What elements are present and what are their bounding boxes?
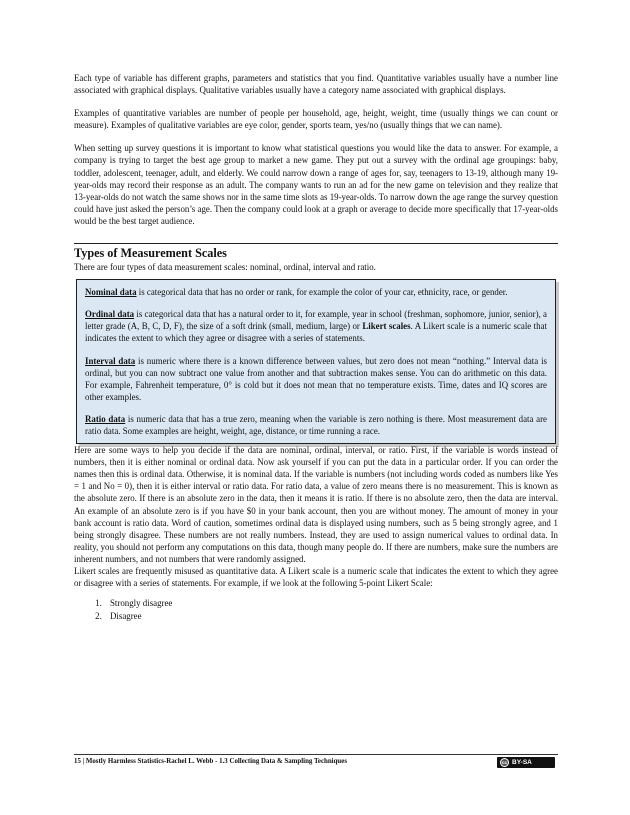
- definition-ordinal-text-2: . A Likert scale is a numeric scale that indicates the extent to which they agree or disagree with a series of statements.: [85, 321, 547, 344]
- license-label: BY-SA: [512, 759, 532, 766]
- definition-interval: [85, 355, 547, 403]
- definition-nominal: [85, 286, 547, 298]
- paragraph-variable-types: Each type of variable has different graphs, parameters and statistics that you find. Quantitative variables usually have a number line associated with graphical displays. Qualitative variables usually have a category name associated with graphical displays.: [74, 73, 558, 96]
- term-likert-scales: Likert scales: [362, 321, 411, 332]
- list-item: 1. Strongly disagree: [104, 597, 558, 610]
- license-badge[interactable]: [497, 757, 555, 768]
- section-divider: [74, 243, 558, 244]
- section-title: Types of Measurement Scales: [74, 246, 227, 261]
- term-ordinal: Ordinal data: [85, 309, 135, 320]
- creative-commons-icon: cc: [500, 758, 509, 767]
- definition-ordinal: [85, 308, 547, 344]
- page-footer: 15 | Mostly Harmless Statistics-Rachel L. Webb - 1.3 Collecting Data & Sampling Techniques: [74, 758, 348, 765]
- definition-interval-text: is numeric where there is a known difference between values, but zero does not mean “nothing.” Interval data is ordinal, but you can now subtract one value from another and that subtraction makes sense. You can do arithmetic on this data. For example, Fahrenheit temperature, 0° is cold but it does not mean that no temperature exists. Time, dates and IQ scores are other examples.: [85, 355, 547, 402]
- definition-ordinal-text-1: is categorical data that has a natural order to it, for example, year in school (freshman, sophomore, junior, senior), a letter grade (A, B, C, D, F), the size of a soft drink (small, medium, large) or: [85, 309, 547, 332]
- paragraph-deciding-scale: Here are some ways to help you decide if the data are nominal, ordinal, interval, or ratio. First, if the variable is words instead of numbers, then it is either nominal or ordinal data. Now ask yourself if you can put the data in a particular order. If you can order the names then this is ordinal data. Otherwise, it is nominal data. If the variable is numbers (not including words coded as numbers like Yes = 1 and No = 0), then it is either interval or ratio data. For ratio data, a value of zero means there is no measurement. This is known as the absolute zero. If there is an absolute zero in the data, then it means it is ratio. If there is no absolute zero, then the data are interval. An example of an absolute zero is if you have $0 in your bank account, then you are without money. The amount of money in your bank account is ratio data. Word of caution, sometimes ordinal data is displayed using numbers, such as 5 being strongly agree, and 1 being strongly disagree. These numbers are not really numbers. Instead, they are used to assign numerical values to ordinal data. In reality, you should not perform any computations on this data, though many people do. If there are numbers, make sure the numbers are inherent numbers, and not numbers that were randomly assigned.: [74, 445, 558, 564]
- term-nominal: Nominal data: [85, 287, 137, 298]
- paragraph-variable-examples: Examples of quantitative variables are number of people per household, age, height, weight, time (usually things we can count or measure). Examples of qualitative variables are eye color, gender, sports team, yes/no (usually things that we can name).: [74, 108, 558, 131]
- section-intro: There are four types of data measurement scales: nominal, ordinal, interval and ratio.: [74, 262, 376, 273]
- definition-ratio: [85, 413, 547, 437]
- definition-ratio-text: is numeric data that has a true zero, meaning when the variable is zero nothing is there. Most measurement data are ratio data. Some examples are height, weight, age, distance, or time running a race.: [85, 413, 547, 436]
- likert-list: [74, 597, 558, 622]
- list-item: 2. Disagree: [104, 610, 558, 623]
- paragraph-survey-questions: When setting up survey questions it is important to know what statistical questions you would like the data to answer. For example, a company is trying to target the best age group to market a new game. They put out a survey with the ordinal age groupings: baby, toddler, adolescent, teenager, adult, and elderly. We could narrow down a range of ages for, say, teenagers to 13-19, although many 19-year-olds may record their response as an adult. The company wants to run an ad for the new game on television and they realize that 13-year-olds do not watch the same shows nor in the same time slots as 19-year-olds. To narrow down the age range the survey question could have just asked the person’s age. Then the company could look at a graph or average to decide more specifically that 17-year-olds would be the best target audience.: [74, 143, 558, 226]
- page-content: [74, 72, 558, 622]
- footer-divider: [74, 754, 558, 755]
- paragraph-likert: Likert scales are frequently misused as quantitative data. A Likert scale is a numeric scale that indicates the extent to which they agree or disagree with a series of statements. For example, if we look at the following 5-point Likert Scale:: [74, 566, 558, 589]
- definitions-box: [76, 279, 556, 444]
- term-interval: Interval data: [85, 355, 136, 366]
- term-ratio: Ratio data: [85, 413, 126, 424]
- definition-nominal-text: is categorical data that has no order or rank, for example the color of your car, ethnicity, race, or gender.: [136, 287, 508, 298]
